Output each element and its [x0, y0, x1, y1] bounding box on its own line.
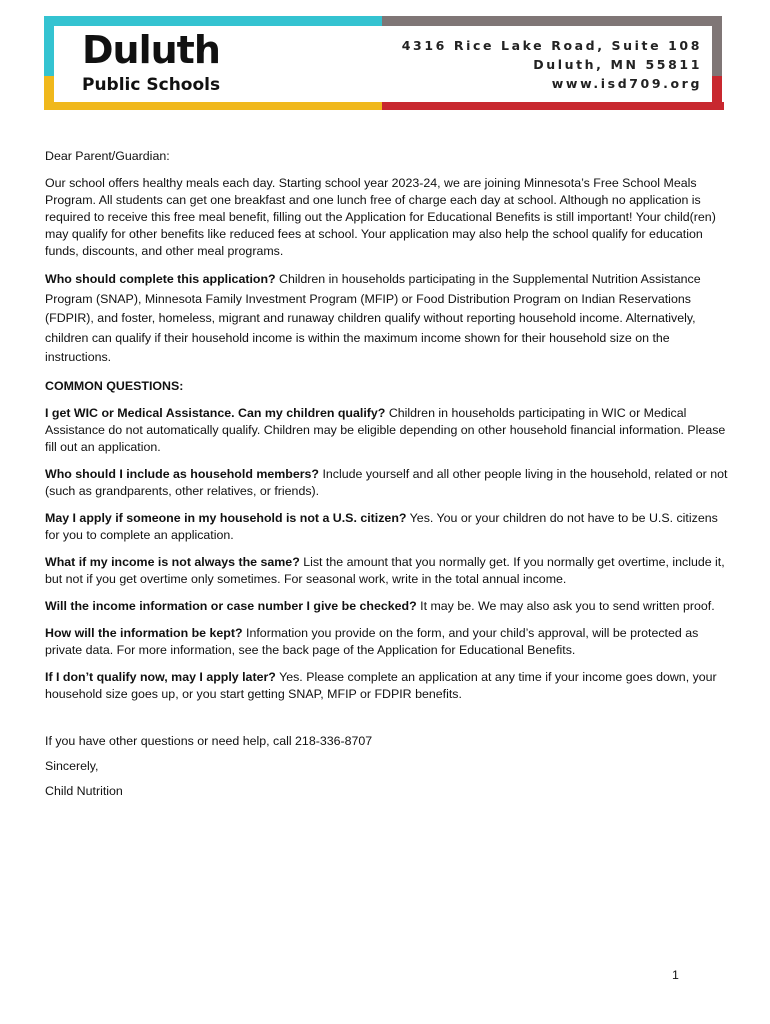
who-should-apply — [45, 270, 729, 368]
answer: Yes. You or your children do not have to be U.S. citizens for you to complete an application. — [45, 510, 718, 542]
letter-body — [45, 148, 729, 800]
question: May I apply if someone in my household is not a U.S. citizen? — [45, 510, 407, 525]
closing-line: If you have other questions or need help, call 218-336-8707 — [45, 733, 373, 748]
logo-sub-text: Public Schools — [82, 75, 221, 95]
qa-item — [45, 405, 729, 456]
question: What if my income is not always the same? — [45, 554, 300, 569]
qa-item — [45, 625, 729, 659]
letterhead-bar-red — [382, 102, 724, 110]
question: How will the information be kept? — [45, 625, 243, 640]
qa-item — [45, 598, 729, 615]
letterhead-bar-gray — [382, 16, 722, 26]
district-logo — [82, 30, 220, 96]
letterhead — [44, 16, 724, 110]
answer: Information you provide on the form, and your child’s approval, will be protected as private data. For more information, see the back page of the Application for Educational Benefits. — [45, 625, 699, 657]
signature: Child Nutrition — [45, 783, 123, 798]
intro-paragraph: Our school offers healthy meals each day. Starting school year 2023-24, we are joining Minnesota’s Free School Meals Program. All students can get one breakfast and one lunch free of charge each day at school. Although no application is required to receive this free meal benefit, filling out the Application for Educational Benefits is still important! Your child(ren) may qualify for other benefits like reduced fees at school. Your application may also help the school qualify for education funds, discounts, and other meal programs. — [45, 176, 716, 258]
answer: Yes. Please complete an application at any time if your income goes down, your household size goes up, or you start getting SNAP, MFIP or FDPIR benefits. — [45, 669, 717, 701]
qa-item — [45, 669, 729, 703]
greeting: Dear Parent/Guardian: — [45, 149, 170, 163]
qa-item — [45, 510, 729, 544]
answer: List the amount that you normally get. If you normally get overtime, include it, but not if you get overtime only sometimes. For seasonal work, write in the total annual income. — [45, 554, 725, 586]
question: If I don’t qualify now, may I apply later? — [45, 669, 276, 684]
qa-item — [45, 466, 729, 500]
question: Who should I include as household members? — [45, 466, 319, 481]
letterhead-bar-teal — [44, 16, 382, 26]
address-block — [402, 36, 702, 93]
letterhead-bar-right-red — [712, 76, 722, 110]
letterhead-bar-gold — [44, 102, 382, 110]
address-line-2: Duluth, MN 55811 — [533, 57, 702, 72]
who-question: Who should complete this application? — [45, 272, 276, 286]
address-line-1: 4316 Rice Lake Road, Suite 108 — [401, 38, 702, 53]
who-answer: Children in households participating in the Supplemental Nutrition Assistance Program (SNAP), Minnesota Family Investment Program (MFIP) or Food Distribution Program on Indian Reservations (FDPIR), and foster, homeless, migrant and runaway children qualify without reporting household income. Alternatively, children can qualify if their household income is within the maximum income shown for their household size on the instructions. — [45, 272, 701, 364]
answer: It may be. We may also ask you to send written proof. — [416, 598, 715, 613]
question: Will the income information or case number I give be checked? — [45, 598, 417, 613]
logo-main-text: Duluth — [82, 28, 220, 72]
question: I get WIC or Medical Assistance. Can my children qualify? — [45, 405, 386, 420]
website: www.isd709.org — [551, 76, 702, 91]
qa-item — [45, 554, 729, 588]
page-number: 1 — [672, 968, 679, 982]
common-questions-heading: COMMON QUESTIONS: — [45, 378, 184, 393]
answer: Children in households participating in WIC or Medical Assistance do not automatically qualify. Children may be eligible depending on other household financial information. Please fill out an application. — [45, 405, 726, 454]
sign-off: Sincerely, — [45, 758, 99, 773]
answer: Include yourself and all other people living in the household, related or not (such as grandparents, other relatives, or friends). — [45, 466, 728, 498]
